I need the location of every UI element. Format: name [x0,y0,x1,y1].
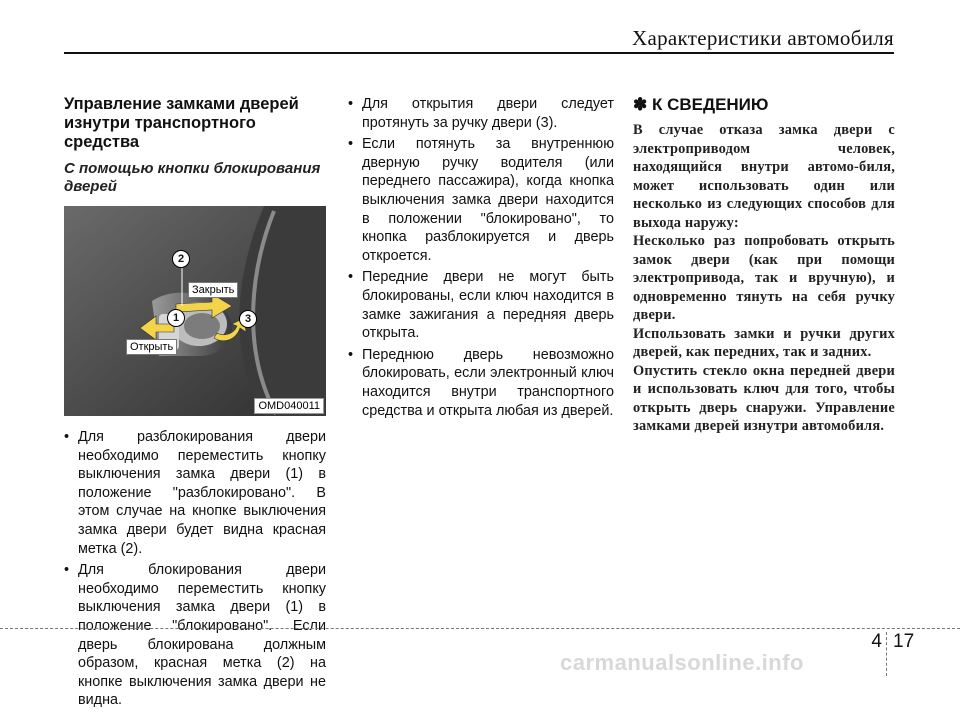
list-item: • Если потянуть за внутреннюю дверную ручку водителя (или переднего пассажира), когда кнопка выключения замка двери находится в положении "блокировано", то кнопка разблокируется и дверь откроется. [348,135,614,265]
door-panel-illustration [64,206,326,416]
bullet-list-1 [64,428,326,710]
open-label: Открыть [126,339,177,355]
list-item: • Для разблокирования двери необходимо переместить кнопку выключения замка двери (1) в положение "разблокировано". В этом случае на кнопке выключения замка двери будет видна красная метка (2). [64,428,326,558]
bullet-list-2 [348,95,614,420]
list-item: • Для открытия двери следует протянуть за ручку двери (3). [348,95,614,132]
watermark: carmanualsonline.info [560,650,804,675]
figure-code: OMD040011 [254,398,324,414]
list-item: • Передние двери не могут быть блокированы, если ключ находится в замке зажигания а передняя дверь открыта. [348,268,614,342]
footer-rule [0,628,960,629]
page-number: 17 [893,631,915,652]
column-2 [348,95,614,423]
info-title: ✽ К СВЕДЕНИЮ [633,95,769,114]
page-number-divider [886,632,887,676]
close-label: Закрыть [188,282,238,298]
column-1 [64,95,326,713]
info-body [633,121,895,436]
chapter-number: 4 [871,631,882,652]
door-lock-figure [64,206,326,416]
info-paragraph: В случае отказа замка двери с электроприводом человек, находящийся внутри автомо-биля, может использовать один или несколько из следующих способов для выхода наружу: [633,122,895,231]
info-paragraph: Использовать замки и ручки других дверей, как передних, так и задних. [633,325,895,360]
list-item: • Для блокирования двери необходимо переместить кнопку выключения замка двери (1) в положение "блокировано". Если дверь блокирована должным образом, красная метка (2) на кнопке выключения замка двери не видна. [64,561,326,710]
marker-2: 2 [172,250,190,268]
header-rule [64,52,894,54]
info-paragraph: Несколько раз попробовать открыть замок двери (как при помощи электропривода, так и вручную), и одновременно тянуть на себя ручку двери. [633,233,895,323]
section-subtitle: С помощью кнопки блокирования дверей [64,160,321,195]
info-paragraph: Опустить стекло окна передней двери и использовать ключ для того, чтобы открыть дверь снаружи. Управление замками дверей изнутри автомобиля. [633,362,895,434]
section-title: Управление замками дверей изнутри транспортного средства [64,95,299,151]
marker-1: 1 [167,309,185,327]
column-3 [633,95,895,436]
list-item: • Переднюю дверь невозможно блокировать, если электронный ключ находится внутри транспортного средства и открыта любая из дверей. [348,346,614,420]
marker-3: 3 [239,310,257,328]
running-header: Характеристики автомобиля [632,26,894,50]
